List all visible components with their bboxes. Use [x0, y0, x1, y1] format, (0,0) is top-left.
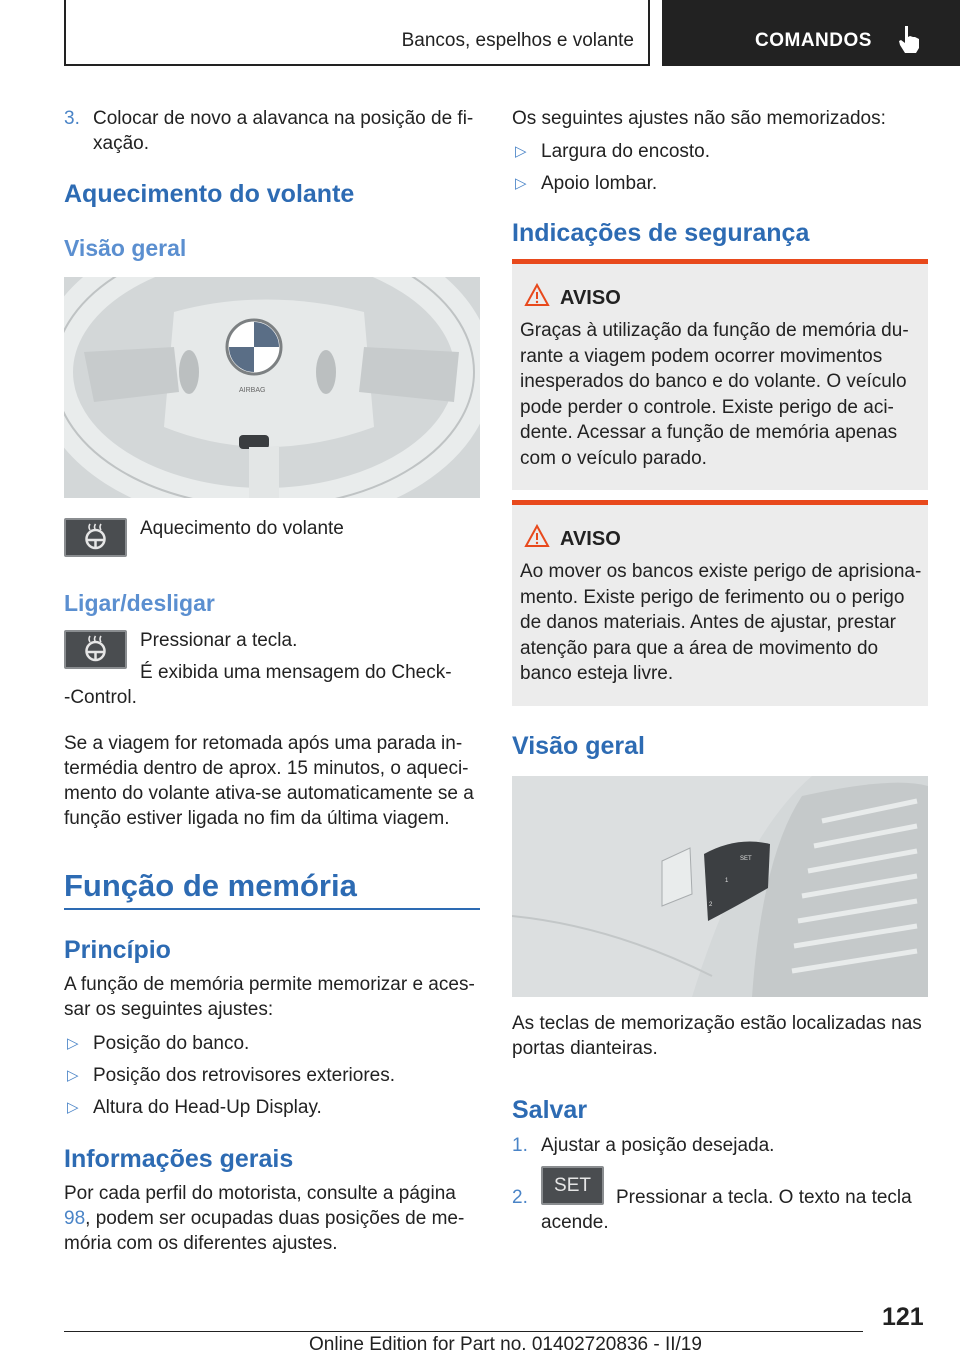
steering-heating-key-icon — [64, 630, 127, 669]
steering-heating-key-icon — [64, 518, 127, 557]
warning-line: com o veículo parado. — [520, 447, 707, 469]
warning-line: banco esteja livre. — [520, 663, 674, 684]
step-text: acende. — [541, 1212, 609, 1233]
heading-steering-heating: Aquecimento do volante — [64, 180, 355, 208]
set-key-icon: SET — [541, 1166, 604, 1205]
warning-triangle-icon — [524, 283, 550, 307]
warning-bar — [512, 500, 928, 505]
list-item-text: Altura do Head-Up Display. — [93, 1097, 322, 1118]
heading-overview: Visão geral — [64, 235, 187, 261]
memory-1-label: 1 — [725, 878, 729, 884]
list-item-text: Posição dos retrovisores exteriores. — [93, 1065, 396, 1086]
page-number: 121 — [882, 1303, 924, 1331]
warning-line: inesperados do banco e do volante. O veículo — [520, 371, 907, 392]
bullet-triangle-icon: ▷ — [67, 1099, 79, 1116]
warning-line: dente. Acessar a função de memória apenas — [520, 422, 898, 443]
heading-save: Salvar — [512, 1096, 588, 1124]
header-chapter-title: COMANDOS — [755, 30, 872, 51]
press-key-text: Pressionar a tecla. — [140, 630, 298, 651]
resume-paragraph — [64, 731, 484, 831]
steering-wheel-photo — [64, 277, 480, 498]
paragraph-line: mória com os diferentes ajustes. — [64, 1233, 338, 1254]
bullet-triangle-icon: ▷ — [515, 143, 527, 160]
memory-2-label: 2 — [709, 902, 713, 908]
header-chapter-box[interactable] — [662, 0, 960, 66]
memory-buttons-photo — [512, 776, 928, 997]
warning-line: de danos materiais. Antes de ajustar, prestar — [520, 612, 896, 633]
warning-bar — [512, 259, 928, 264]
step-text-line: xação. — [93, 133, 149, 154]
page-link[interactable]: 98 — [64, 1208, 86, 1229]
pointing-hand-icon — [896, 24, 922, 54]
heading-memory-function: Função de memória — [64, 868, 357, 903]
warning-line: Ao mover os bancos existe perigo de aprisiona‐ — [520, 561, 922, 582]
paragraph-line: portas dianteiras. — [512, 1038, 658, 1059]
heading-principle: Princípio — [64, 936, 171, 964]
list-item-text: Largura do encosto. — [541, 141, 711, 162]
paragraph-text: , podem ser ocupadas duas posições de me‐ — [85, 1208, 465, 1229]
warning-title: AVISO — [560, 287, 621, 309]
warning-box — [512, 259, 928, 490]
warning-line: pode perder o controle. Existe perigo de aci‐ — [520, 396, 894, 418]
paragraph-line: Por cada perfil do motorista, consulte a página — [64, 1183, 456, 1204]
principle-paragraph — [64, 972, 484, 1022]
step-number: 1. — [512, 1135, 528, 1156]
paragraph-line: A função de memória permite memorizar e aces‐ — [64, 974, 475, 995]
step-number: 3. — [64, 108, 80, 129]
warning-line: rante a viagem podem ocorrer movimentos — [520, 345, 883, 367]
step-3 — [64, 106, 480, 154]
list-item-text: Posição do banco. — [93, 1033, 250, 1054]
warning-title: AVISO — [560, 528, 621, 550]
paragraph-line: termédia dentro de aprox. 15 minutos, o aqueci‐ — [64, 758, 469, 779]
heading-overview: Visão geral — [512, 732, 645, 760]
paragraph-line: sar os seguintes ajustes: — [64, 999, 274, 1020]
check-control-text: ‐Control. — [64, 687, 137, 708]
step-text: Pressionar a tecla. O texto na tecla — [616, 1187, 912, 1208]
bullet-triangle-icon: ▷ — [67, 1035, 79, 1052]
check-control-text: É exibida uma mensagem do Check‐ — [140, 662, 452, 683]
paragraph-line: Se a viagem for retomada após uma parada in‐ — [64, 733, 463, 754]
warning-line: atenção para que a área de movimento do — [520, 637, 879, 659]
footer-divider — [64, 1331, 863, 1332]
set-label: SET — [740, 856, 752, 862]
step-text-line: Colocar de novo a alavanca na posição de fi‐ — [93, 108, 474, 129]
paragraph-line: mento do volante ativa-se automaticamente se a — [64, 783, 474, 804]
paragraph-line: As teclas de memorização estão localizadas nas — [512, 1013, 922, 1034]
header-section-title: Bancos, espelhos e volante — [401, 30, 634, 51]
heading-general-info: Informações gerais — [64, 1145, 294, 1173]
warning-text — [520, 559, 924, 687]
header-section-box — [64, 0, 650, 66]
step-text: Ajustar a posição desejada. — [541, 1135, 775, 1156]
heading-safety: Indicações de segurança — [512, 219, 810, 247]
bullet-triangle-icon: ▷ — [67, 1067, 79, 1084]
icon-caption: Aquecimento do volante — [140, 518, 344, 539]
airbag-label: AIRBAG — [239, 387, 266, 394]
footer-edition: Online Edition for Part no. 01402720836 - II/19 — [309, 1334, 702, 1355]
step-number: 2. — [512, 1187, 528, 1208]
warning-line: mento. Existe perigo de ferimento ou o perigo — [520, 586, 905, 608]
heading-on-off: Ligar/desligar — [64, 590, 215, 616]
general-paragraph — [64, 1181, 484, 1256]
not-saved-text: Os seguintes ajustes não são memorizados: — [512, 108, 886, 129]
list-item-text: Apoio lombar. — [541, 173, 658, 194]
warning-box — [512, 500, 928, 706]
warning-text — [520, 318, 924, 471]
bullet-triangle-icon: ▷ — [515, 175, 527, 192]
paragraph-line: função estiver ligada no fim da última viagem. — [64, 808, 450, 829]
paragraph-line — [64, 1206, 484, 1231]
heading-underline — [64, 908, 480, 910]
doors-paragraph — [512, 1011, 932, 1061]
warning-triangle-icon — [524, 524, 550, 548]
warning-line: Graças à utilização da função de memória du‐ — [520, 320, 909, 341]
